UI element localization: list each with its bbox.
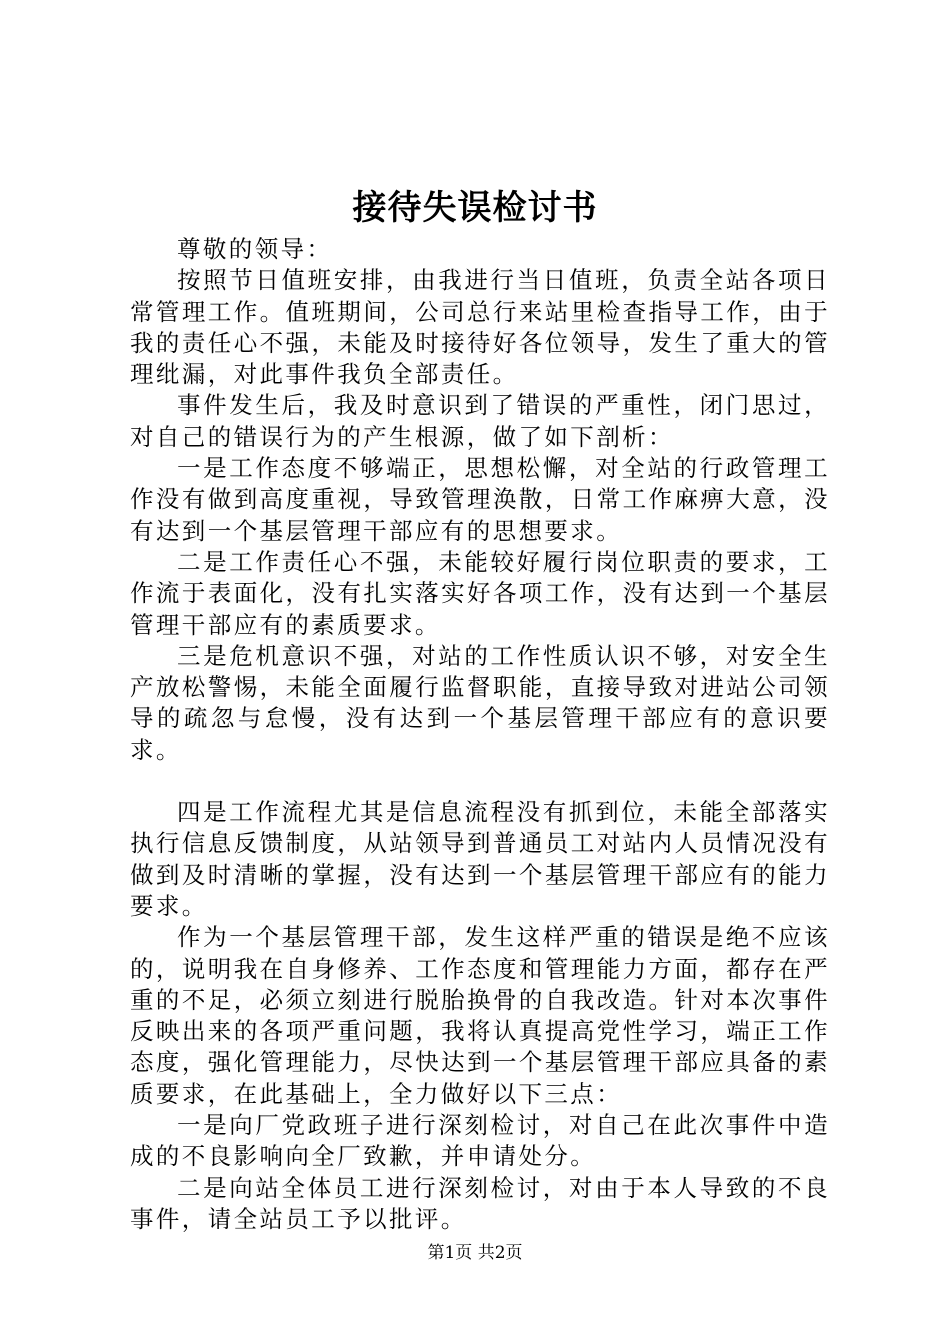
paragraph: 一是向厂党政班子进行深刻检讨，对自己在此次事件中造成的不良影响向全厂致歉，并申请处分。 xyxy=(130,1111,830,1171)
paragraph: 按照节日值班安排，由我进行当日值班，负责全站各项日常管理工作。值班期间，公司总行来站里检查指导工作，由于我的责任心不强，未能及时接待好各位领导，发生了重大的管理纰漏，对此事件我负全部责任。 xyxy=(130,266,830,389)
paragraph: 三是危机意识不强，对站的工作性质认识不够，对安全生产放松警惕，未能全面履行监督职能，直接导致对进站公司领导的疏忽与怠慢，没有达到一个基层管理干部应有的意识要求。 xyxy=(130,641,830,764)
document-body xyxy=(130,234,830,1235)
paragraph: 二是工作责任心不强，未能较好履行岗位职责的要求，工作流于表面化，没有扎实落实好各项工作，没有达到一个基层管理干部应有的素质要求。 xyxy=(130,547,830,639)
paragraph: 一是工作态度不够端正，思想松懈，对全站的行政管理工作没有做到高度重视，导致管理涣散，日常工作麻痹大意，没有达到一个基层管理干部应有的思想要求。 xyxy=(130,454,830,545)
paragraph: 作为一个基层管理干部，发生这样严重的错误是绝不应该的，说明我在自身修养、工作态度和管理能力方面，都存在严重的不足，必须立刻进行脱胎换骨的自我改造。针对本次事件反映出来的各项严重问题，我将认真提高党性学习，端正工作态度，强化管理能力，尽快达到一个基层管理干部应具备的素质要求，在此基础上，全力做好以下三点： xyxy=(130,923,830,1108)
paragraph: 事件发生后，我及时意识到了错误的严重性，闭门思过，对自己的错误行为的产生根源，做了如下剖析： xyxy=(130,391,830,451)
paragraph: 二是向站全体员工进行深刻检讨，对由于本人导致的不良事件，请全站员工予以批评。 xyxy=(130,1173,830,1233)
paragraph: 四是工作流程尤其是信息流程没有抓到位，未能全部落实执行信息反馈制度，从站领导到普通员工对站内人员情况没有做到及时清晰的掌握，没有达到一个基层管理干部应有的能力要求。 xyxy=(130,798,830,920)
salutation: 尊敬的领导： xyxy=(177,235,333,263)
document-title: 接待失误检讨书 xyxy=(352,188,598,228)
page-number-footer: 第1页 共2页 xyxy=(427,1243,523,1263)
